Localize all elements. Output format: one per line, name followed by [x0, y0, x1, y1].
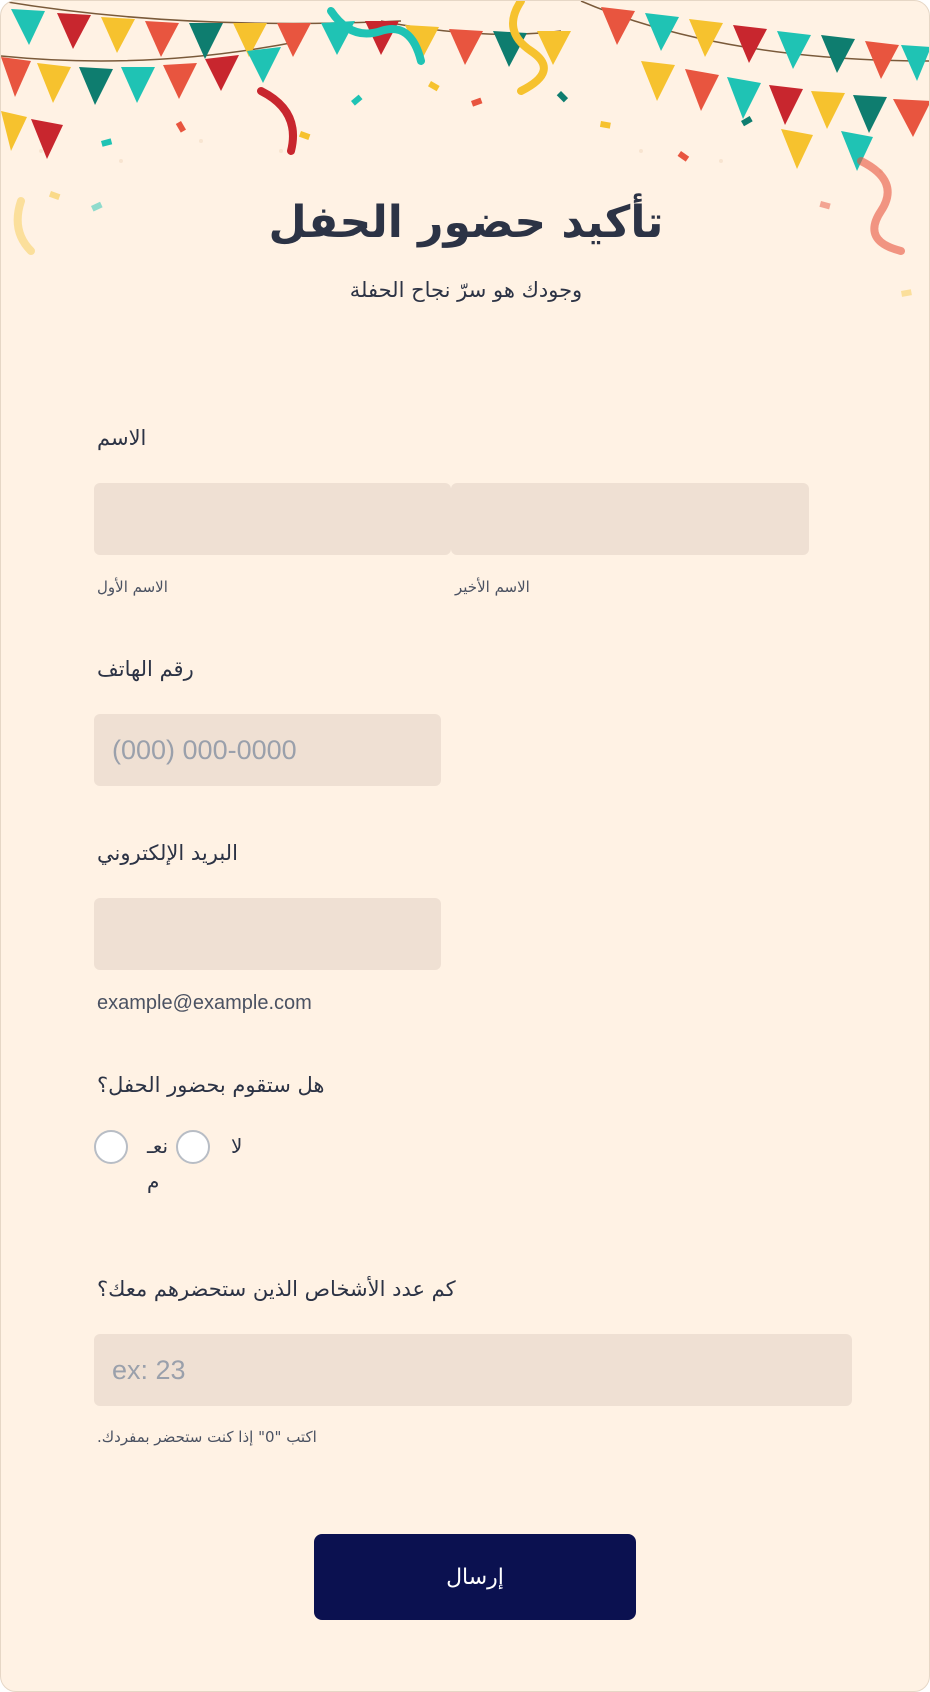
email-sublabel: example@example.com	[97, 992, 312, 1014]
guests-input[interactable]	[94, 1334, 852, 1406]
phone-input[interactable]	[94, 714, 441, 786]
name-label: الاسم	[97, 426, 147, 450]
email-label: البريد الإلكتروني	[97, 841, 238, 865]
first-name-input[interactable]	[94, 483, 451, 555]
guests-hint: .اكتب "0" إذا كنت ستحضر بمفردك	[97, 1428, 317, 1446]
attend-no-radio[interactable]	[176, 1130, 210, 1164]
phone-label: رقم الهاتف	[97, 657, 194, 681]
last-name-sublabel: الاسم الأخير	[455, 578, 530, 596]
party-bunting-decoration	[1, 1, 930, 311]
attend-label: هل ستقوم بحضور الحفل؟	[97, 1073, 325, 1097]
email-input[interactable]	[94, 898, 441, 970]
attend-yes-label-line1[interactable]: نعـ	[147, 1134, 169, 1158]
page-title: تأكيد حضور الحفل	[268, 197, 664, 248]
attend-yes-label-line2[interactable]: م	[147, 1169, 160, 1193]
attend-no-label[interactable]: لا	[231, 1134, 243, 1158]
submit-button[interactable]: إرسال	[314, 1534, 636, 1620]
page-subtitle: وجودك هو سرّ نجاح الحفلة	[349, 278, 583, 302]
guests-label: كم عدد الأشخاص الذين ستحضرهم معك؟	[97, 1277, 456, 1301]
first-name-sublabel: الاسم الأول	[97, 578, 168, 596]
attend-yes-radio[interactable]	[94, 1130, 128, 1164]
last-name-input[interactable]	[451, 483, 809, 555]
